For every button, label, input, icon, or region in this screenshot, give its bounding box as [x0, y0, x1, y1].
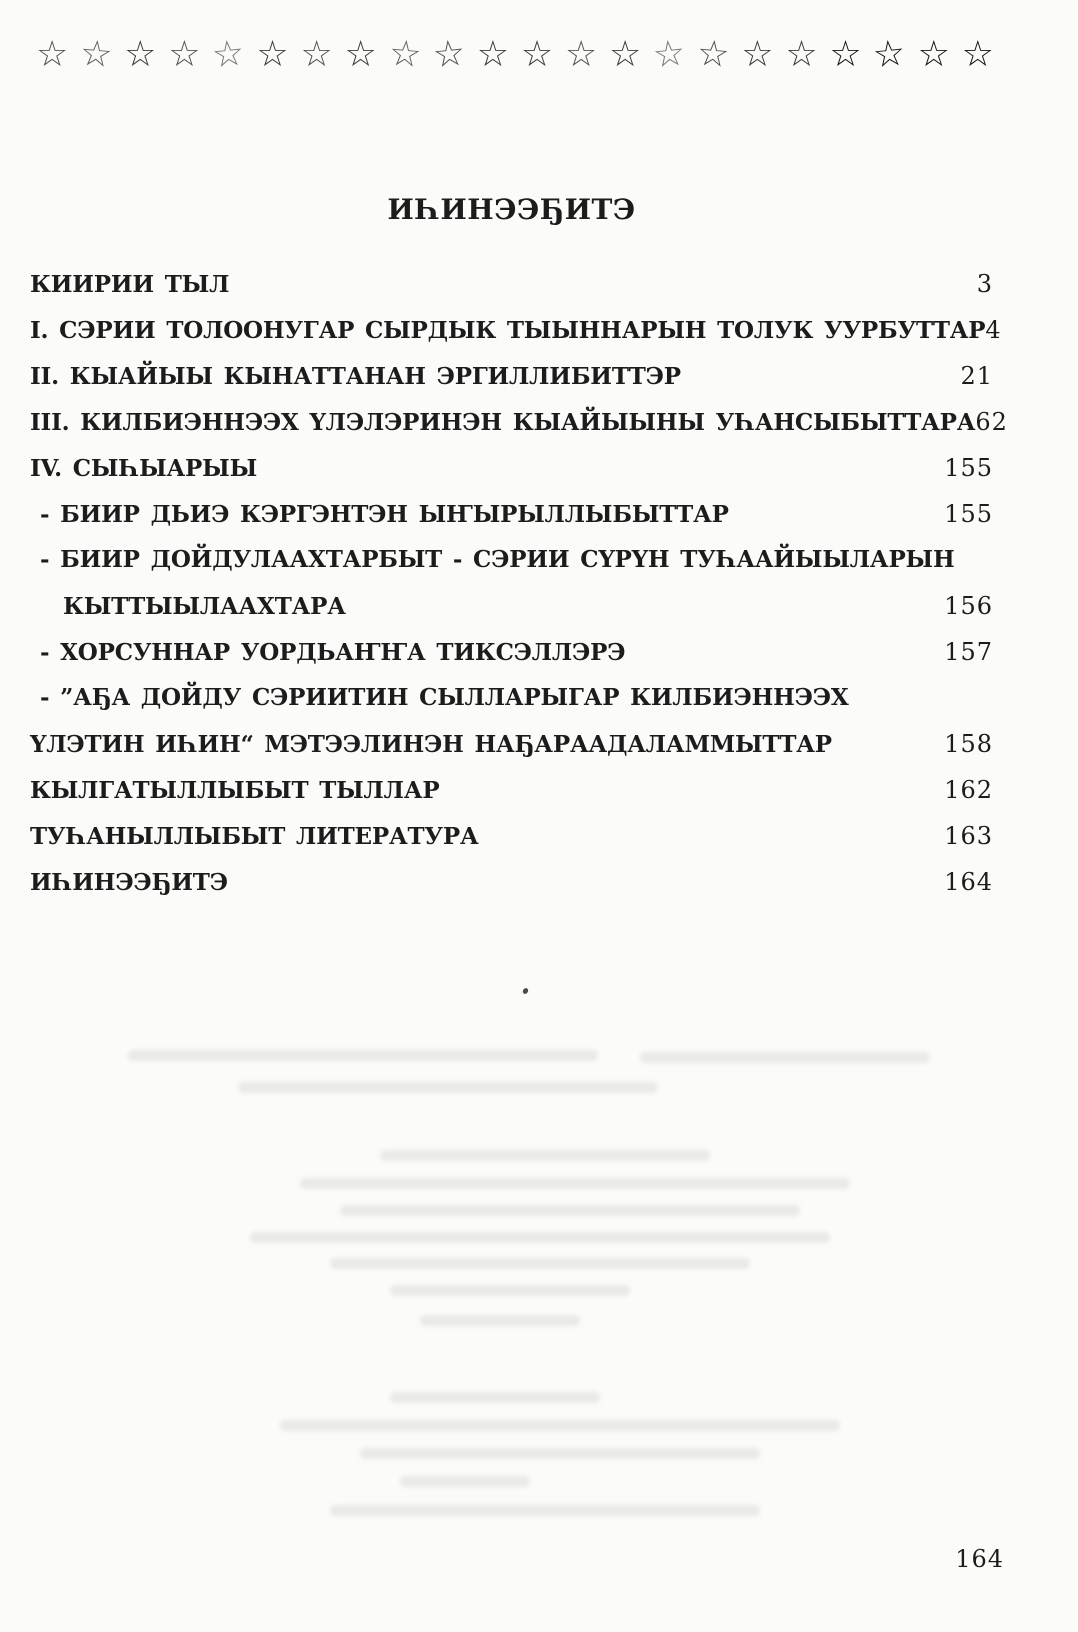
- star-icon: ☆: [829, 34, 862, 75]
- bleed-through-smudge: [380, 1150, 710, 1161]
- stars-row: [36, 32, 994, 77]
- toc-entry-label: I. СЭРИИ ТОЛООНУГАР СЫРДЫК ТЫЫННАРЫН ТОЛУК УУРБУТТАР: [30, 317, 986, 344]
- bleed-through-smudge: [390, 1392, 600, 1403]
- bleed-through-smudge: [238, 1082, 658, 1093]
- bleed-through-smudge: [390, 1285, 630, 1296]
- toc-entry-label: III. КИЛБИЭННЭЭХ ҮЛЭЛЭРИНЭН КЫАЙЫЫНЫ УҺАНСЫБЫТТАРА: [30, 409, 976, 436]
- star-icon: ☆: [256, 34, 289, 75]
- toc-entry: [30, 408, 1008, 454]
- bleed-through-smudge: [360, 1448, 760, 1459]
- toc-entry-page: 155: [944, 454, 993, 482]
- toc-entry: [30, 362, 993, 408]
- toc-entry-label: КЫТТЫЫЛААХТАРА: [63, 593, 346, 620]
- star-icon: ☆: [961, 34, 994, 75]
- toc-entry: [30, 316, 1002, 362]
- toc-entry: [30, 776, 993, 822]
- toc-entry-page: 162: [944, 776, 993, 804]
- star-icon: ☆: [695, 32, 732, 77]
- star-icon: ☆: [564, 34, 598, 75]
- star-icon: ☆: [300, 34, 333, 75]
- toc-entry: [30, 500, 993, 546]
- bleed-through-smudge: [128, 1050, 598, 1061]
- star-icon: ☆: [741, 34, 774, 75]
- star-icon: ☆: [609, 34, 642, 75]
- toc-entry-label: КИИРИИ ТЫЛ: [30, 271, 230, 298]
- toc-entry-page: 3: [976, 270, 993, 298]
- toc-entry-page: 163: [944, 822, 993, 850]
- toc-entry-label: ИҺИНЭЭҔИТЭ: [30, 869, 228, 896]
- star-icon: ☆: [78, 32, 115, 77]
- bleed-through-smudge: [340, 1205, 800, 1216]
- toc-entry-label: II. КЫАЙЫЫ КЫНАТТАНАН ЭРГИЛЛИБИТТЭР: [30, 363, 681, 390]
- star-icon: ☆: [650, 32, 688, 77]
- ink-speck: [522, 987, 529, 995]
- bleed-through-smudge: [280, 1420, 840, 1431]
- star-icon: ☆: [520, 34, 554, 75]
- toc-entry-page: 62: [975, 408, 1008, 436]
- toc-entry-label: - ”АҔА ДОЙДУ СЭРИИТИН СЫЛЛАРЫГАР КИЛБИЭННЭЭХ: [40, 684, 849, 711]
- toc-entry: [30, 868, 993, 914]
- bleed-through-smudge: [330, 1258, 750, 1269]
- table-of-contents: [30, 270, 1008, 914]
- toc-entry-page: 4: [985, 316, 1002, 344]
- toc-entry-page: 157: [944, 638, 993, 666]
- toc-entry-label: ТУҺАНЫЛЛЫБЫТ ЛИТЕРАТУРА: [30, 823, 479, 850]
- star-icon: ☆: [124, 34, 157, 75]
- toc-entry: [30, 454, 993, 500]
- toc-entry: [30, 546, 993, 592]
- star-icon: ☆: [344, 34, 377, 75]
- toc-entry: [30, 684, 993, 730]
- toc-entry: [30, 730, 993, 776]
- toc-entry: [30, 822, 993, 868]
- star-icon: ☆: [785, 34, 818, 75]
- page-title: ИҺИНЭЭҔИТЭ: [387, 193, 636, 226]
- toc-entry-label: - БИИР ДОЙДУЛААХТАРБЫТ - СЭРИИ СҮРҮН ТУҺААЙЫЫЛАРЫН: [40, 546, 955, 573]
- toc-entry-label: - БИИР ДЬИЭ КЭРГЭНТЭН ЫҤЫРЫЛЛЫБЫТТАР: [40, 501, 729, 528]
- toc-entry: [30, 638, 993, 684]
- star-icon: ☆: [430, 32, 467, 77]
- toc-entry-page: 21: [960, 362, 993, 390]
- toc-entry-page: 164: [944, 868, 993, 896]
- star-icon: ☆: [210, 32, 247, 77]
- toc-entry-label: - ХОРСУННАР УОРДЬАҤҤА ТИКСЭЛЛЭРЭ: [40, 639, 626, 666]
- bleed-through-smudge: [400, 1476, 530, 1487]
- bleed-through-smudge: [330, 1505, 760, 1516]
- bleed-through-smudge: [250, 1232, 830, 1243]
- toc-entry-label: КЫЛГАТЫЛЛЫБЫТ ТЫЛЛАР: [30, 777, 440, 804]
- star-icon: ☆: [871, 32, 908, 77]
- toc-entry-page: 156: [944, 592, 993, 620]
- toc-entry: [30, 270, 993, 316]
- toc-entry-label: IV. СЫҺЫАРЫЫ: [30, 455, 258, 482]
- star-icon: ☆: [36, 34, 69, 75]
- page-number: 164: [955, 1545, 1004, 1573]
- toc-entry-page: 155: [944, 500, 993, 528]
- bleed-through-smudge: [300, 1178, 850, 1189]
- toc-entry-label: ҮЛЭТИН ИҺИН“ МЭТЭЭЛИНЭН НАҔАРААДАЛАММЫТТАР: [30, 731, 832, 758]
- star-icon: ☆: [476, 34, 510, 75]
- toc-entry: [30, 592, 993, 638]
- bleed-through-smudge: [640, 1052, 930, 1063]
- bleed-through-smudge: [420, 1315, 580, 1326]
- star-icon: ☆: [168, 34, 201, 75]
- star-icon: ☆: [386, 32, 423, 77]
- star-icon: ☆: [917, 34, 950, 75]
- toc-entry-page: 158: [944, 730, 993, 758]
